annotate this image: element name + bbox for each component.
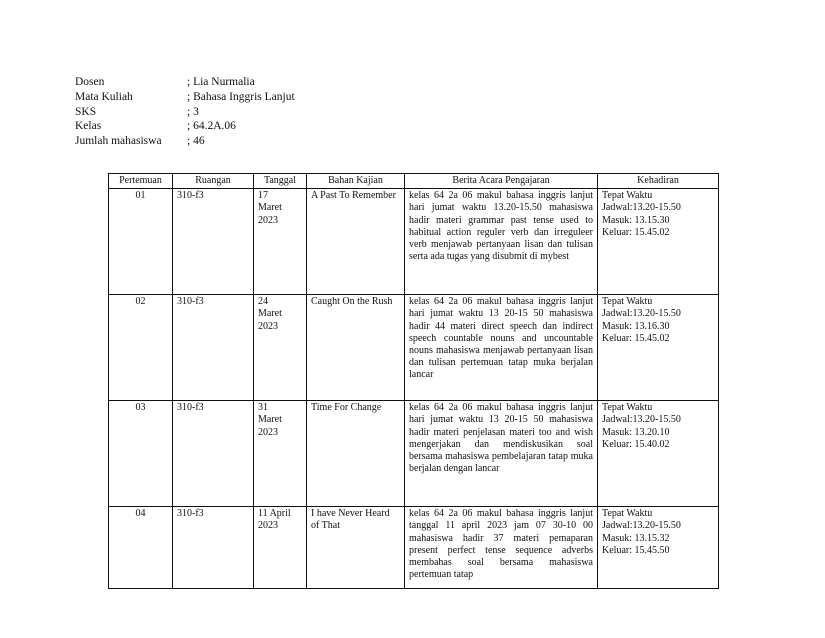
header-tanggal: Tanggal	[254, 174, 307, 189]
table-row	[109, 507, 719, 589]
course-info	[75, 75, 295, 149]
info-value: ; 64.2A.06	[187, 119, 236, 134]
cell-berita-acara: kelas 64 2a 06 makul bahasa inggris lanjut tanggal 11 april 2023 jam 07 30-10 00 mahasiswa hadir 37 materi pemaparan present perfect tense sequence adverbs membahas soal bersama mahasiswa pertemuan tatap	[405, 507, 598, 589]
cell-tanggal: 17 Maret 2023	[254, 189, 307, 295]
info-row-sks	[75, 105, 295, 120]
cell-berita-acara: kelas 64 2a 06 makul bahasa inggris lanjut hari jumat waktu 13 20-15 50 mahasiswa hadir materi penjelasan materi too and wish mengerjakan dan mendiskusikan soal bersama mahasiswa pembelajaran tatap muka berjalan dengan lancar	[405, 401, 598, 507]
info-label: Mata Kuliah	[75, 90, 133, 103]
table-row	[109, 189, 719, 295]
cell-kehadiran: Tepat Waktu Jadwal:13.20-15.50 Masuk: 13.15.30 Keluar: 15.45.02	[598, 189, 719, 295]
cell-ruangan: 310-f3	[173, 401, 254, 507]
cell-pertemuan: 01	[109, 189, 173, 295]
cell-bahan-kajian: I have Never Heard of That	[307, 507, 405, 589]
cell-bahan-kajian: Time For Change	[307, 401, 405, 507]
cell-kehadiran: Tepat Waktu Jadwal:13.20-15.50 Masuk: 13.20.10 Keluar: 15.40.02	[598, 401, 719, 507]
header-bahan-kajian: Bahan Kajian	[307, 174, 405, 189]
info-label: Dosen	[75, 76, 105, 88]
header-ruangan: Ruangan	[173, 174, 254, 189]
info-label: Jumlah mahasiswa	[75, 135, 162, 148]
cell-tanggal: 11 April 2023	[254, 507, 307, 589]
info-value: ; 3	[187, 105, 199, 120]
cell-kehadiran: Tepat Waktu Jadwal:13.20-15.50 Masuk: 13.15.32 Keluar: 15.45.50	[598, 507, 719, 589]
cell-ruangan: 310-f3	[173, 189, 254, 295]
cell-bahan-kajian: Caught On the Rush	[307, 295, 405, 401]
cell-berita-acara: kelas 64 2a 06 makul bahasa inggris lanjut hari jumat waktu 13.20-15.50 mahasiswa hadir materi grammar past tense used to habitual action reguler verb dan irreguleer verb menjawab pertanyaan lisan dan tulisan serta ada tugas yang disubmit di mybest	[405, 189, 598, 295]
cell-bahan-kajian: A Past To Remember	[307, 189, 405, 295]
info-row-mata-kuliah	[75, 90, 295, 105]
info-value: ; Bahasa Inggris Lanjut	[187, 90, 295, 105]
info-value: ; 46	[187, 134, 205, 149]
table-header-row	[109, 174, 719, 189]
info-row-kelas	[75, 119, 295, 134]
info-value: ; Lia Nurmalia	[187, 75, 255, 90]
table-row	[109, 295, 719, 401]
cell-ruangan: 310-f3	[173, 507, 254, 589]
header-kehadiran: Kehadiran	[598, 174, 719, 189]
teaching-log-table	[108, 173, 719, 589]
table-row	[109, 401, 719, 507]
cell-tanggal: 31 Maret 2023	[254, 401, 307, 507]
info-label: Kelas	[75, 120, 102, 133]
header-pertemuan: Pertemuan	[109, 174, 173, 189]
info-label: SKS	[75, 105, 97, 118]
cell-berita-acara: kelas 64 2a 06 makul bahasa inggris lanjut hari jumat waktu 13 20-15 50 mahasiswa hadir 44 materi direct speech dan indirect speech countable nouns and uncountable nouns mahasiswa menjawab pertanyaan lisan dan tulisan pertemuan tatap muka berjalan lancar	[405, 295, 598, 401]
cell-pertemuan: 02	[109, 295, 173, 401]
header-berita-acara: Berita Acara Pengajaran	[405, 174, 598, 189]
cell-ruangan: 310-f3	[173, 295, 254, 401]
info-row-dosen	[75, 75, 295, 90]
info-row-jumlah-mahasiswa	[75, 134, 295, 149]
cell-pertemuan: 03	[109, 401, 173, 507]
cell-pertemuan: 04	[109, 507, 173, 589]
cell-kehadiran: Tepat Waktu Jadwal:13.20-15.50 Masuk: 13.16.30 Keluar: 15.45.02	[598, 295, 719, 401]
cell-tanggal: 24 Maret 2023	[254, 295, 307, 401]
